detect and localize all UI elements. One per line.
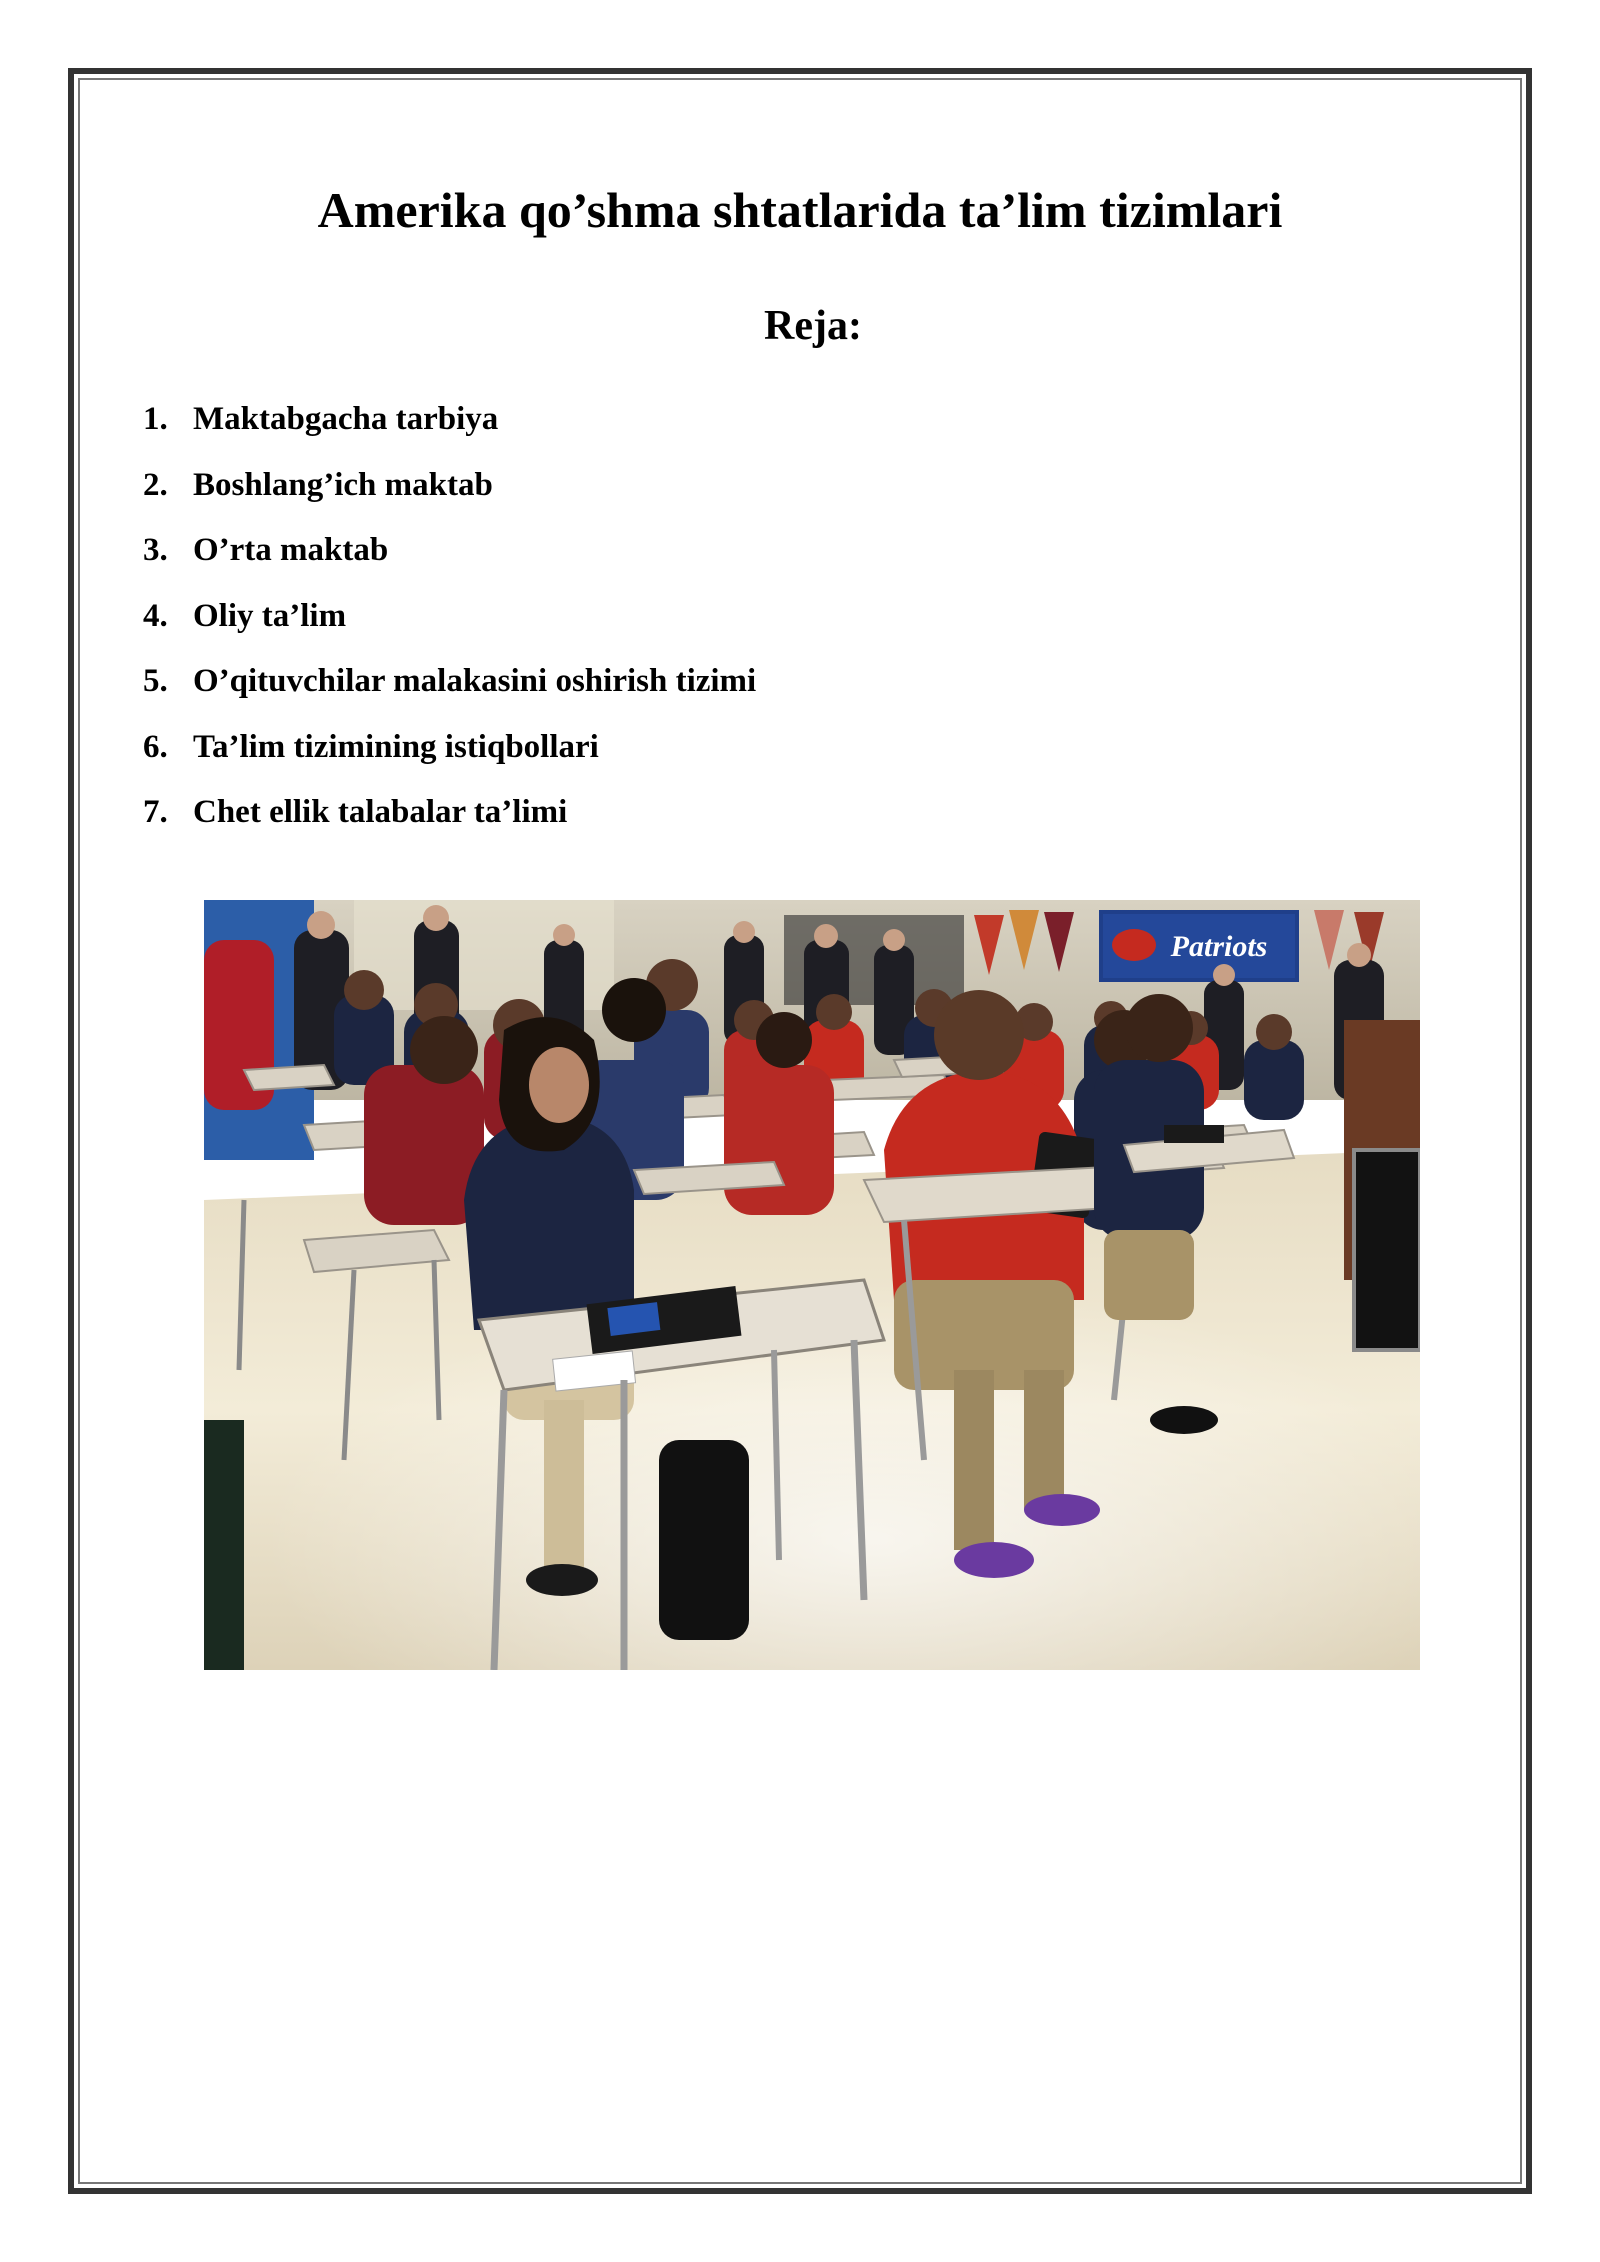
list-item-text: O’qituvchilar malakasini oshirish tizimi xyxy=(193,663,757,699)
list-item-text: O’rta maktab xyxy=(193,532,389,568)
page-title: Amerika qo’shma shtatlarida ta’lim tizimlari xyxy=(317,182,1283,238)
list-item-number: 6. xyxy=(143,728,168,765)
list-item-number: 1. xyxy=(143,401,168,437)
list-item xyxy=(143,725,756,791)
list-item-number: 5. xyxy=(143,663,168,699)
list-item xyxy=(143,463,756,529)
plan-list xyxy=(143,397,756,856)
list-item-text: Maktabgacha tarbiya xyxy=(193,401,499,437)
svg-text:Patriots: Patriots xyxy=(1170,930,1268,963)
list-item-number: 4. xyxy=(143,597,168,634)
list-item-text: Boshlang’ich maktab xyxy=(193,466,493,503)
list-item xyxy=(143,397,756,463)
list-item-number: 7. xyxy=(143,794,168,830)
plan-heading: Reja: xyxy=(764,303,862,349)
patriots-banner xyxy=(1099,910,1299,982)
list-item xyxy=(143,594,756,660)
classroom-photo xyxy=(204,900,1420,1670)
list-item xyxy=(143,528,756,594)
list-item-text: Chet ellik talabalar ta’limi xyxy=(193,794,568,830)
list-item-number: 3. xyxy=(143,532,168,568)
list-item-text: Ta’lim tizimining istiqbollari xyxy=(193,728,599,765)
list-item-text: Oliy ta’lim xyxy=(193,597,347,634)
list-item xyxy=(143,790,756,856)
list-item-number: 2. xyxy=(143,466,168,503)
list-item xyxy=(143,659,756,725)
